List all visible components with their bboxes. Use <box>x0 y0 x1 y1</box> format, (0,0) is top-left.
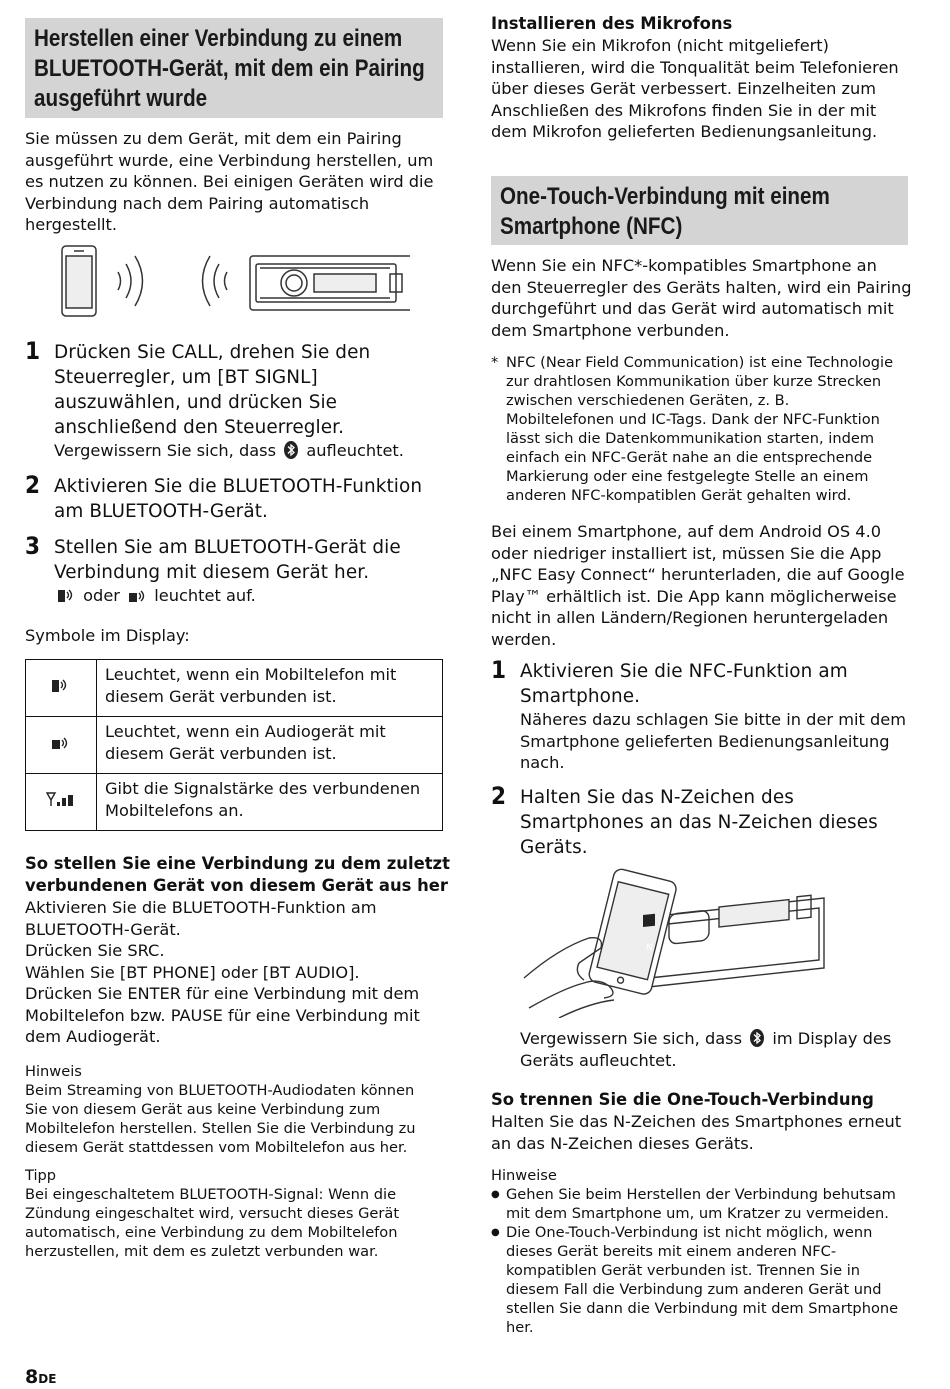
text-line: diesem Gerät stattdessen vom Mobiltelefon aus her. <box>25 1139 408 1156</box>
nfc-confirm <box>520 1028 930 1071</box>
step-number: 2 <box>491 782 507 810</box>
step-title-line: Aktivieren Sie die NFC-Funktion am <box>520 661 848 682</box>
text-line: Mobiltelefonen und IC-Tags. Dank der NFC-Funktion <box>506 411 880 428</box>
text-line: ● Die One-Touch-Verbindung ist nicht möglich, wenn <box>506 1224 873 1241</box>
text: Vergewissern Sie sich, dass <box>54 441 277 460</box>
text-line: „NFC Easy Connect“ herunterladen, die auf Google <box>491 565 905 584</box>
bluetooth-connection-illustration <box>60 244 410 320</box>
text: im Display des <box>772 1029 892 1048</box>
text-line: automatisch, eine Verbindung zu dem Mobiltelefon <box>25 1224 398 1241</box>
text-line: dem Mikrofon gelieferten Bedienungsanleitung. <box>491 122 878 141</box>
android-note <box>491 521 921 650</box>
table-row <box>26 717 443 774</box>
table-cell-icon <box>26 660 97 717</box>
text-line: Näheres dazu schlagen Sie bitte in der mit dem <box>520 710 906 729</box>
heading-line: One-Touch-Verbindung mit einem <box>500 183 830 210</box>
step-number: 2 <box>25 471 41 499</box>
text-line: ● Gehen Sie beim Herstellen der Verbindung behutsam <box>506 1186 896 1203</box>
step-title-line: Drücken Sie CALL, drehen Sie den <box>54 342 371 363</box>
step-number: 1 <box>491 656 507 684</box>
subheading: So trennen Sie die One-Touch-Verbindung <box>491 1090 874 1109</box>
text-line: stellen Sie dann die Verbindung mit dem Smartphone <box>506 1300 899 1317</box>
nfc-step-1 <box>491 656 950 774</box>
nfc-step-2 <box>491 782 950 860</box>
table-cell-icon <box>26 717 97 774</box>
text-line: Bei eingeschaltetem BLUETOOTH-Signal: Wenn die <box>25 1186 397 1203</box>
nfc-intro <box>491 255 921 341</box>
phone-connected-icon <box>51 676 71 694</box>
step-title-line: Stellen Sie am BLUETOOTH-Gerät die <box>54 537 401 558</box>
step-title-line: anschließend den Steuerregler. <box>54 417 345 438</box>
text-line: über dieses Gerät verbessert. Einzelheiten zum <box>491 79 877 98</box>
table-cell-text <box>97 774 443 831</box>
text-line: oder niedriger installiert ist, müssen Sie die App <box>491 543 882 563</box>
text-line: Bei einem Smartphone, auf dem Android OS 4.0 <box>491 522 882 541</box>
audio-connected-icon <box>51 733 71 751</box>
bluetooth-icon <box>284 441 298 459</box>
text-line: Drücken Sie ENTER für eine Verbindung mit dem <box>25 984 420 1003</box>
step-title-line: Smartphones an das N-Zeichen dieses <box>520 812 878 833</box>
text-line: diesem Gerät verbunden ist. <box>105 743 337 763</box>
text-line: Anschließen des Mikrofons finden Sie in der mit <box>491 100 877 120</box>
disconnect-section <box>491 1089 921 1154</box>
list-item <box>491 1223 921 1337</box>
text-line: diesem Fall die Verbindung zum anderen Gerät und <box>506 1281 882 1298</box>
footnote-marker: * <box>491 354 499 371</box>
step-1 <box>25 337 474 462</box>
step-title-line: Steuerregler, um [BT SIGNL] <box>54 367 318 388</box>
text-line: anderen NFC-kompatiblen Gerät gehalten wird. <box>506 487 852 504</box>
text-line: Mobiltelefons an. <box>105 800 244 820</box>
text-line: Leuchtet, wenn ein Audiogerät mit <box>105 722 386 741</box>
last-device-section <box>25 853 455 1048</box>
page-number-suffix: DE <box>38 1372 57 1386</box>
text-line: Geräts aufleuchtet. <box>520 1050 677 1070</box>
text-line: Wenn Sie ein Mikrofon (nicht mitgeliefert) <box>491 36 829 55</box>
nfc-mark-label: N <box>646 943 653 953</box>
heading-line: BLUETOOTH-Gerät, mit dem ein Pairing <box>34 55 425 82</box>
step-title-line: Verbindung mit diesem Gerät her. <box>54 562 370 583</box>
text-line: Mobiltelefon bzw. PAUSE für eine Verbindung mit <box>25 1005 420 1025</box>
text-line: her. <box>506 1319 534 1336</box>
nfc-touch-illustration <box>519 868 829 1018</box>
hint-label: Hinweis <box>25 1063 82 1080</box>
bluetooth-icon <box>750 1029 764 1047</box>
intro-paragraph <box>25 128 455 236</box>
text-line: einfach ein NFC-Gerät nahe an die entsprechende <box>506 449 873 466</box>
list-item <box>491 1185 921 1223</box>
page-number <box>25 1366 56 1388</box>
step-title-line: Geräts. <box>520 837 588 858</box>
text-line: zwischen verschiedenen Geräten, z. B. <box>506 392 790 409</box>
notes-label: Hinweise <box>491 1167 557 1184</box>
tip-label: Tipp <box>25 1167 57 1184</box>
hint-block <box>25 1062 455 1157</box>
confirm-line <box>520 1028 930 1050</box>
page-number-value: 8 <box>25 1366 39 1388</box>
text: leuchtet auf. <box>154 586 256 605</box>
text-line: BLUETOOTH-Gerät. <box>25 919 181 939</box>
text-line: Halten Sie das N-Zeichen des Smartphones erneut <box>491 1112 902 1131</box>
table-row <box>26 660 443 717</box>
text-line: dem Audiogerät. <box>25 1027 161 1046</box>
step-title-line: Smartphone. <box>520 686 641 707</box>
text-line: ausgeführt wurde, eine Verbindung herstellen, um <box>25 150 434 170</box>
step-2 <box>25 471 474 524</box>
text: Vergewissern Sie sich, dass <box>520 1029 743 1048</box>
text-line: es nutzen zu können. Bei einigen Geräten wird die <box>25 172 434 191</box>
section-heading-nfc <box>491 176 908 245</box>
text-line: Mobiltelefon herstellen. Stellen Sie die Verbindung zu <box>25 1120 416 1137</box>
text-line: Sie müssen zu dem Gerät, mit dem ein Pairing <box>25 129 402 148</box>
table-cell-icon <box>26 774 97 831</box>
signal-strength-icon <box>46 791 76 807</box>
text-line: dem Smartphone verbunden. <box>491 320 730 340</box>
text-line: lässt sich die Datenkommunikation starten, indem <box>506 430 875 447</box>
text-line: Wenn Sie ein NFC*-kompatibles Smartphone an <box>491 256 877 275</box>
section-heading-bluetooth-connect <box>25 18 443 118</box>
nfc-footnote <box>491 353 936 505</box>
text-line: Leuchtet, wenn ein Mobiltelefon mit <box>105 665 397 684</box>
text-line: Gibt die Signalstärke des verbundenen <box>105 779 421 798</box>
table-row <box>26 774 443 831</box>
text-line: zur drahtlosen Kommunikation über kurze Strecken <box>506 373 882 390</box>
text-line: Play™ erhältlich ist. Die App kann möglicherweise <box>491 586 897 606</box>
step-number: 1 <box>25 337 41 365</box>
step-3 <box>25 532 474 607</box>
step-sub <box>54 440 474 462</box>
text-line: Sie von diesem Gerät aus keine Verbindung zum <box>25 1101 381 1118</box>
text-line: mit dem Smartphone um, um Kratzer zu vermeiden. <box>506 1205 889 1222</box>
text-line: dieses Gerät bereits mit einem anderen NFC- <box>506 1243 837 1260</box>
step-number: 3 <box>25 532 41 560</box>
text-line: installieren, wird die Tonqualität beim Telefonieren <box>491 57 899 77</box>
text-line: Smartphone gelieferten Bedienungsanleitung <box>520 731 890 751</box>
step-title-line: auszuwählen, und drücken Sie <box>54 392 338 413</box>
subheading-line: verbundenen Gerät von diesem Gerät aus her <box>25 876 448 895</box>
subheading-line: So stellen Sie eine Verbindung zu dem zuletzt <box>25 854 450 873</box>
text-line: an das N-Zeichen dieses Geräts. <box>491 1133 754 1153</box>
notes-block <box>491 1166 921 1337</box>
text: aufleuchtet. <box>306 441 404 460</box>
text: oder <box>83 586 120 605</box>
step-sub <box>54 585 474 607</box>
step-title-line: Aktivieren Sie die BLUETOOTH-Funktion <box>54 476 423 497</box>
table-cell-text <box>97 717 443 774</box>
text-line: diesem Gerät verbunden ist. <box>105 686 337 706</box>
text-line: kompatiblen Gerät verbunden ist. Trennen Sie in <box>506 1262 861 1279</box>
text-line: Drücken Sie SRC. <box>25 941 165 960</box>
text-line: nach. <box>520 753 565 772</box>
text-line: herzustellen, mit dem es zuletzt verbunden war. <box>25 1243 379 1260</box>
step-title-line: am BLUETOOTH-Gerät. <box>54 501 268 522</box>
text-line: den Steuerregler des Geräts halten, wird ein Pairing <box>491 277 912 297</box>
text-line: durchgeführt und das Gerät wird automatisch mit <box>491 299 894 318</box>
step-title-line: Halten Sie das N-Zeichen des <box>520 787 794 808</box>
text-line: Zündung eingeschaltet wird, versucht dieses Gerät <box>25 1205 400 1222</box>
symbols-label: Symbole im Display: <box>25 626 190 645</box>
text-line: Markierung oder eine festgelegte Stelle an einem <box>506 468 869 485</box>
subheading: Installieren des Mikrofons <box>491 14 733 33</box>
text-line: Verbindung nach dem Pairing automatisch <box>25 193 370 213</box>
symbols-table <box>25 659 443 831</box>
table-cell-text <box>97 660 443 717</box>
tip-block <box>25 1166 455 1261</box>
text-line: Beim Streaming von BLUETOOTH-Audiodaten können <box>25 1082 415 1099</box>
phone-connected-icon <box>57 586 75 604</box>
mic-section <box>491 13 921 143</box>
heading-line: Smartphone (NFC) <box>500 213 683 240</box>
text-line: nicht in allen Ländern/Regionen heruntergeladen <box>491 608 889 627</box>
heading-line: ausgeführt wurde <box>34 85 208 112</box>
audio-connected-icon <box>128 586 146 604</box>
text-line: Aktivieren Sie die BLUETOOTH-Funktion am <box>25 898 377 917</box>
text-line: werden. <box>491 629 557 649</box>
text-line: NFC (Near Field Communication) ist eine Technologie <box>506 354 894 371</box>
heading-line: Herstellen einer Verbindung zu einem <box>34 25 403 52</box>
text-line: Wählen Sie [BT PHONE] oder [BT AUDIO]. <box>25 962 360 982</box>
text-line: hergestellt. <box>25 215 118 234</box>
